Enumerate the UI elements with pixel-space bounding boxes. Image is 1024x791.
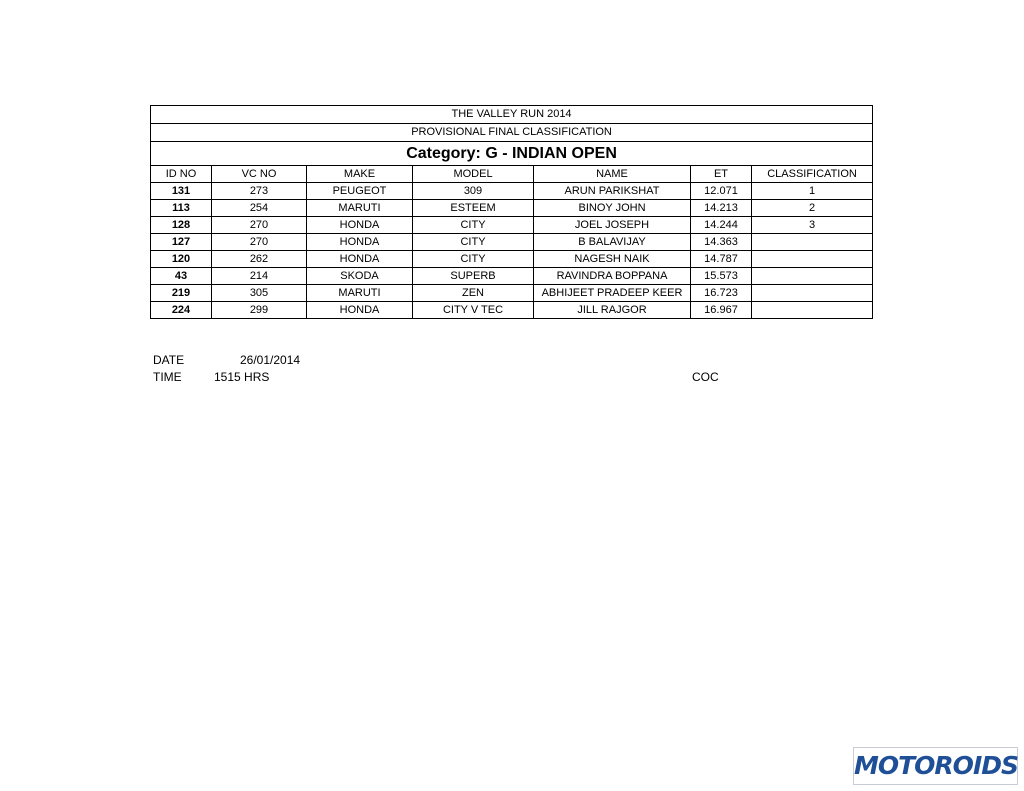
classification-cell: [752, 285, 873, 302]
subtitle-row: [151, 124, 873, 142]
et-cell: 15.573: [691, 268, 752, 285]
make-cell: MARUTI: [307, 200, 413, 217]
model-cell: SUPERB: [413, 268, 534, 285]
coc-label: COC: [692, 370, 719, 384]
id-no-cell: 224: [151, 302, 212, 319]
vc-no-cell: 270: [212, 217, 307, 234]
table-row: [151, 183, 873, 200]
classification-cell: [752, 268, 873, 285]
classification-cell: [752, 302, 873, 319]
table-row: [151, 251, 873, 268]
column-header-et: ET: [691, 166, 752, 183]
logo-wordmark: MOTOROIDS: [854, 751, 1018, 780]
document-title: THE VALLEY RUN 2014: [151, 106, 873, 124]
column-header-classification: CLASSIFICATION: [752, 166, 873, 183]
time-value: 1515 HRS: [214, 370, 270, 384]
vc-no-cell: 262: [212, 251, 307, 268]
model-cell: ZEN: [413, 285, 534, 302]
results-table: [150, 105, 873, 319]
vc-no-cell: 214: [212, 268, 307, 285]
id-no-cell: 127: [151, 234, 212, 251]
category-heading: Category: G - INDIAN OPEN: [151, 142, 873, 166]
name-cell: B BALAVIJAY: [534, 234, 691, 251]
model-cell: CITY: [413, 251, 534, 268]
name-cell: BINOY JOHN: [534, 200, 691, 217]
et-cell: 16.723: [691, 285, 752, 302]
classification-cell: 3: [752, 217, 873, 234]
table-row: [151, 268, 873, 285]
category-row: [151, 142, 873, 166]
date-label: DATE: [153, 353, 185, 367]
classification-cell: 1: [752, 183, 873, 200]
vc-no-cell: 305: [212, 285, 307, 302]
et-cell: 16.967: [691, 302, 752, 319]
et-cell: 14.244: [691, 217, 752, 234]
motoroids-logo: [853, 747, 1018, 785]
column-header-id-no: ID NO: [151, 166, 212, 183]
make-cell: HONDA: [307, 234, 413, 251]
make-cell: HONDA: [307, 251, 413, 268]
table-row: [151, 285, 873, 302]
vc-no-cell: 270: [212, 234, 307, 251]
make-cell: SKODA: [307, 268, 413, 285]
name-cell: NAGESH NAIK: [534, 251, 691, 268]
et-cell: 14.787: [691, 251, 752, 268]
make-cell: MARUTI: [307, 285, 413, 302]
title-row: [151, 106, 873, 124]
name-cell: ARUN PARIKSHAT: [534, 183, 691, 200]
id-no-cell: 120: [151, 251, 212, 268]
id-no-cell: 43: [151, 268, 212, 285]
column-header-vc-no: VC NO: [212, 166, 307, 183]
name-cell: RAVINDRA BOPPANA: [534, 268, 691, 285]
time-label: TIME: [153, 370, 182, 384]
name-cell: ABHIJEET PRADEEP KEER: [534, 285, 691, 302]
table-row: [151, 234, 873, 251]
name-cell: JOEL JOSEPH: [534, 217, 691, 234]
name-cell: JILL RAJGOR: [534, 302, 691, 319]
make-cell: HONDA: [307, 302, 413, 319]
column-header-make: MAKE: [307, 166, 413, 183]
make-cell: HONDA: [307, 217, 413, 234]
vc-no-cell: 299: [212, 302, 307, 319]
make-cell: PEUGEOT: [307, 183, 413, 200]
classification-cell: [752, 234, 873, 251]
column-header-name: NAME: [534, 166, 691, 183]
id-no-cell: 219: [151, 285, 212, 302]
id-no-cell: 128: [151, 217, 212, 234]
model-cell: ESTEEM: [413, 200, 534, 217]
et-cell: 12.071: [691, 183, 752, 200]
table-row: [151, 302, 873, 319]
header-row: [151, 166, 873, 183]
vc-no-cell: 254: [212, 200, 307, 217]
id-no-cell: 131: [151, 183, 212, 200]
et-cell: 14.363: [691, 234, 752, 251]
date-value: 26/01/2014: [240, 353, 301, 367]
column-header-model: MODEL: [413, 166, 534, 183]
vc-no-cell: 273: [212, 183, 307, 200]
table-row: [151, 217, 873, 234]
id-no-cell: 113: [151, 200, 212, 217]
model-cell: CITY V TEC: [413, 302, 534, 319]
document-subtitle: PROVISIONAL FINAL CLASSIFICATION: [151, 124, 873, 142]
et-cell: 14.213: [691, 200, 752, 217]
classification-cell: 2: [752, 200, 873, 217]
classification-cell: [752, 251, 873, 268]
model-cell: CITY: [413, 217, 534, 234]
model-cell: CITY: [413, 234, 534, 251]
table-row: [151, 200, 873, 217]
model-cell: 309: [413, 183, 534, 200]
